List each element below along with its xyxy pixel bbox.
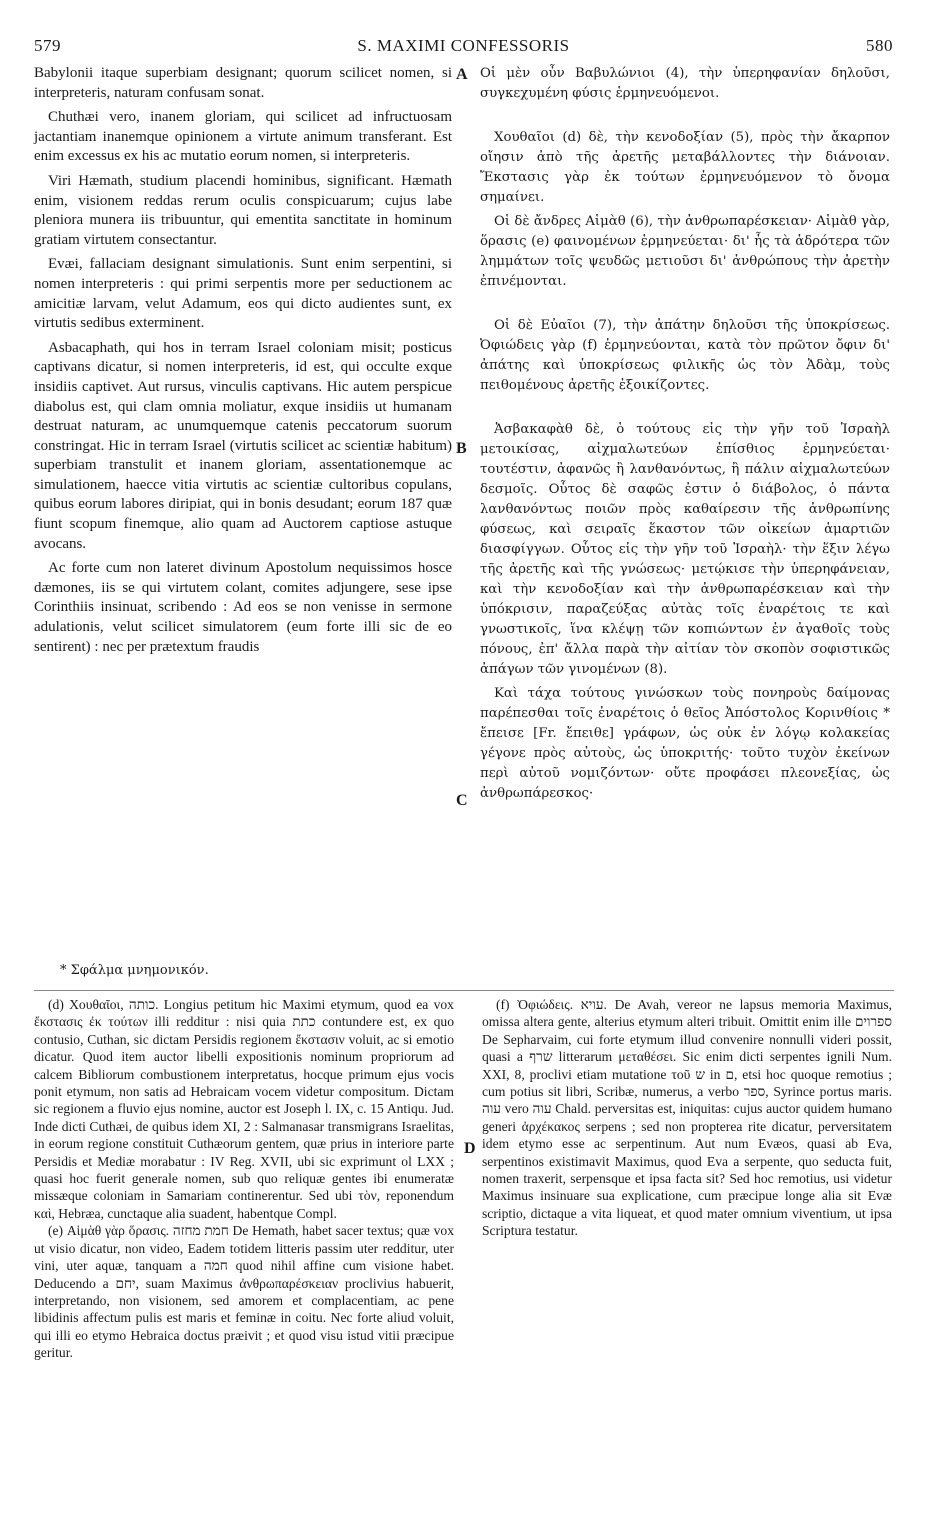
footnotes-right-column [482,996,892,1240]
greek-paragraph-2: Χουθαῖοι (d) δὲ, τὴν κενοδοξίαν (5), πρὸς τὴν ἄκαρπον οἴησιν ἀπὸ τῆς ἀρετῆς μεταβάλλοντες τὴν διάνοιαν. Ἔκστασις γὰρ ἐκ τούτων ἑρμηνευόμενον τὸ ὄνομα σημαίνει. [480,130,890,205]
footnotes-left-column [34,996,454,1362]
greek-paragraph-1: Οἱ μὲν οὖν Βαβυλώνιοι (4), τὴν ὑπερηφανίαν δηλοῦσι, συγκεχυμένη φύσις ἑρμηνευόμενοι. [480,66,890,101]
greek-paragraph-4: Οἱ δὲ Εὐαῖοι (7), τὴν ἀπάτην δηλοῦσι τῆς ὑποκρίσεως. Ὀφιώδεις γὰρ (f) ἑρμηνεύονται, κατὰ τὸν πρῶτον ὄφιν δι' ἀπάτης καὶ ὑποκρίσεως φιλικῆς ὡς τὸν Ἀδὰμ, τοὺς πειθομένους ἀρετῆς ἐξοικίζοντες. [480,318,890,393]
latin-paragraph-4: Evæi, fallaciam designant simulationis. Sunt enim serpentini, si nomen interpreteris : qui primi serpentis more per seductionem ac amicitiæ larvam, velut Adamum, eos qui dicto audientes sunt, ex virtutis sedibus exterminent. [34,256,452,332]
greek-paragraph-5: Ἀσβακαφὰθ δὲ, ὁ τούτους εἰς τὴν γῆν τοῦ Ἰσραὴλ μετοικίσας, αἰχμαλωτεύων ἐπίσθιος ἑρμηνεύεται· τουτέστιν, ἀφανῶς ἢ λανθανόντως, ἢ πάλιν αἰχμαλωτεύων δεσμοῖς. Οὗτος δὲ σαφῶς ἐστιν ὁ διάβολος, ὁ πάντα λανθανόντως ποιῶν πρὸς καθαίρεσιν τῆς ἀνθρωπίνης φύσεως, καὶ σειραῖς ἕκαστον τῶν οἰκείων ἁμαρτιῶν διασφίγγων. Οὗτος εἰς τὴν γῆν τοῦ Ἰσραὴλ· τὴν ἕξιν λέγω τῆς ἀρετῆς καὶ τῆς γνώσεως· μετῴκισε τὴν ὑπερηφάνειαν, καὶ τὴν κενοδοξίαν καὶ τὴν ἀνθρωπαρέσκειαν καὶ τὴν ὑπόκρισιν, παραζεύξας αὐτὰς τοῖς ἐναρέτοις τε καὶ γνωστικοῖς, ἵνα κλέψῃ τῶν κοπιώντων ἐν ἀγαθοῖς τοὺς πόνους, ἐπ' ἄλλα παρὰ τὴν αἰτίαν τὸν σκοπὸν σοφιστικῶς ἀπάγων τῶν γινομένων (8). [480,422,890,677]
latin-paragraph-5: Asbacaphath, qui hos in terram Israel coloniam misit; posticus captivans dicatur, si nomen interpreteris, id est, qui occulte exque insidiis captivet. Aut rursus, vinculis captivans. Hic autem perspicue diabolus est, qui clam omnia moliatur, exque insidiis ut humanam destruat naturam, ac unumquemque catenis peccatorum suorum constringat. Hic in terram Israel (virtutis scilicet ac scientiæ habitum) superbiam transtulit et inanem gloriam, assentationemque ac simulationem, haecce vitia virtutis ac scientiæ cultoribus copulans, quibus eorum labores diripiat, qui in bonis desudant; eorum 187 quæ fiunt scopum finemque, alio quam ad Auctorem captiose astuque avocans. [34,339,452,552]
star-note: * Σφάλμα μνημονικόν. [60,963,209,978]
right-page-number: 580 [866,36,893,55]
footnote-f: (f) Ὀφιώδεις. עויא. De Avah, vereor ne lapsus memoria Maximus, omissa altera gente, alterius etymum alteri tribuit. Omittit enim ille ספרוים De Sepharvaim, cui forte etymum illud convenire nonnulli videri possit, quasi a שרף litterarum μεταθέσει. Sic enim dicti serpentes ignili Num. XXI, 8, proclivi etiam mutatione τοῦ ש in ם, etsi hoc quoque remotius ; cum potius sit libri, Scribæ, numerus, a verbo ספר, Syrince portus maris. עוה vero עוה Chald. perversitas est, iniquitas: cujus auctor quidem humano generi ἀρχέκακος serpens ; sed non propterea rite dicatur, perversitatem idem etymo esse ac serpentinum. Aut num Evæos, quasi ab Eva, serpentinos existimavit Maximus, quod Eva a serpente, quo seducta fuit, nomen traxerit, serpensque et ipsa facta sit? Sed hoc remotius, usi videtur Maximus insinuare sua explicatione, cum præcipue longe alia sit Evæ scriptio, dictaque a vita liqueat, et quod mater omnium viventium, ut ipsa Scriptura testatur. [482,997,893,1239]
latin-paragraph-2: Chuthæi vero, inanem gloriam, qui scilicet ad infructuosam jactantiam inanemque opinionem a virtute animum transferant. Est enim excessus ex his ac mutatio eorum nomen, si interpreteris. [34,109,452,165]
greek-column [480,64,890,808]
latin-paragraph-3: Viri Hæmath, studium placendi hominibus, significant. Hæmath enim, visionem reddas rerum oculis conspicuarum; cujus labe pleniora munera iis tribuuntur, qui ementita sanctitate in hominum gratiam virtutem consectantur. [34,172,452,248]
margin-letter-c: C [456,792,468,809]
footnote-e: (e) Αἱμὰθ γὰρ ὅρασις. חמת מחזה De Hemath, habet sacer textus; quæ vox ut visio dicatur, non video, Eadem totidem litteris passim uter redditur, uter vini, uter aquæ, tanquam a חמה quod nihil affine cum visione habet. Deducendo a יחם, suam Maximus ἀνθρωπαρέσκειαν proclivius habuerit, interpretando, non visionem, sed amorem et complacentiam, ac pene libidinis affectum pulis est maris et feminæ in coitu. Nec forte aliud voluit, qui illi eo etymo Hebraica doctus præivit ; et quod visu istud vitii præcipue geritur. [34,1223,454,1361]
latin-paragraph-6: Ac forte cum non lateret divinum Apostolum nequissimos hosce dæmones, iis se qui virtutem colant, comites adjungere, sese ipse Corinthiis insinuat, scribendo : Ad eos se non venisse in sermone adulationis, velut scilicet simulatorem (eum forte illi sic de eo sentirent) : nec per prætextum fraudis [34,560,452,655]
greek-paragraph-3: Οἱ δὲ ἄνδρες Αἱμὰθ (6), τὴν ἀνθρωπαρέσκειαν· Αἱμὰθ γὰρ, ὅρασις (e) φαινομένων ἑρμηνεύεται· δι' ἧς τὰ ἁδρότερα τῶν λημμάτων τοῖς ψευδῶς μετιοῦσι δι' ἀνθρώπους τὴν ἀρετὴν ἐπινέμονται. [480,214,890,289]
margin-letter-a: A [456,66,468,83]
latin-paragraph-1: Babylonii itaque superbiam designant; quorum scilicet nomen, si interpreteris, naturam confusam sonat. [34,65,452,101]
left-page-number: 579 [34,36,61,55]
footnote-d: (d) Χουθαῖοι, כותה. Longius petitum hic Maximi etymum, quod ea vox ἔκστασις ἐκ τούτων illi redditur : nisi quia כתת contundere est, ex quo contusio, Cuthan, sic dictam Persidis regionem ἔκστασιν voluit, ac si emotio dicatur. Quod item auctor libelli expositionis nominum propriorum ad calcem Bibliorum combustionem interpretatus, hocque primum ejus vocis ponit etymum, non satis ad Hebraicam vocem videtur compositum. Dictam sic regionem a fluvio ejus nomine, auctor est Joseph l. IX, c. 15 Antiqu. Jud. Inde dicti Cuthæi, de quibus idem XI, 2 : Salmanasar transmigrans Israelitas, in eorum regione constituit Cuthæorum gentem, quæ prius in interiore parte Persidis et Mediæ morabatur : IV Reg. XVII, ubi sic exprimunt ol LXX ; quasi hoc fuerit generale nomen, sub quo reliquæ gentes ibi enumeratæ missæque coloniam in Samariam continerentur. Sed ubi τὸν, reponendum καὶ, Hebræa, cunctaque alia suadent, habentque Compl. [34,997,455,1221]
margin-letter-b: B [456,440,467,457]
running-title: S. MAXIMI CONFESSORIS [357,36,570,55]
latin-column [34,64,452,662]
margin-letter-d: D [464,1140,476,1157]
greek-paragraph-6: Καὶ τάχα τούτους γινώσκων τοὺς πονηροὺς δαίμονας παρέπεσθαι τοῖς ἐναρέτοις ὁ θεῖος Ἀπόστολος Κορινθίοις * ἔπεισε [Fr. ἔπειθε] γράφων, ὡς οὐκ ἐν λόγῳ κολακείας γέγονε πρὸς αὐτοὺς, ὡς ὑποκριτής· τοῦτο τυχὸν ἐκείνων περὶ αὐτοῦ νομιζόντων· οὔτε προφάσει πλεονεξίας, ὡς ἀνθρωπάρεσκος· [480,686,890,801]
footnote-divider [34,990,894,991]
